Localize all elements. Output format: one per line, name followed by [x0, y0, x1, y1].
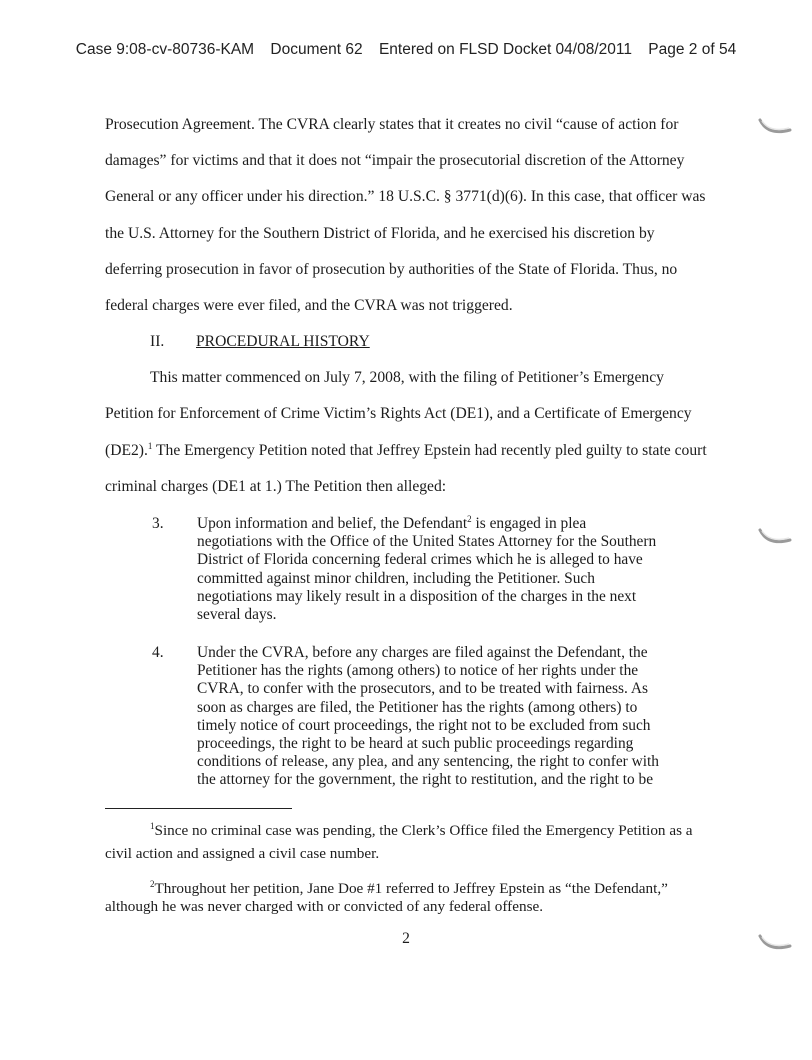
quote-text: is engaged in plea [471, 515, 587, 532]
footnote-1 [150, 822, 693, 840]
body-text: (DE2). [105, 442, 148, 459]
quote-line: timely notice of court proceedings, the right not to be excluded from such [197, 716, 651, 734]
footnote-ref-2: 2 [467, 513, 472, 524]
quote-line: negotiations may likely result in a disposition of the charges in the next [197, 587, 637, 605]
quote-line: Under the CVRA, before any charges are filed against the Defendant, the [197, 644, 648, 661]
quote-item-number: 4. [152, 644, 164, 661]
punch-hole-icon [758, 116, 792, 140]
section-number: II. [150, 333, 165, 350]
body-line [105, 442, 707, 460]
quote-line: proceedings, the right to be heard at such public proceedings regarding [197, 735, 634, 753]
punch-hole-icon [758, 932, 792, 956]
quote-block-4 [197, 644, 667, 790]
body-line: criminal charges (DE1 at 1.) The Petition then alleged: [105, 478, 447, 495]
quote-line: District of Florida concerning federal crimes which he is alleged to have [197, 551, 643, 569]
section-title: PROCEDURAL HISTORY [196, 333, 370, 350]
docket-entry: Entered on FLSD Docket 04/08/2011 [378, 41, 632, 58]
footnote-ref-1: 1 [147, 440, 153, 451]
quote-text: Upon information and belief, the Defendant [197, 515, 468, 532]
body-line: Petition for Enforcement of Crime Victim’s Rights Act (DE1), and a Certificate of Emergency [105, 405, 692, 422]
body-line: federal charges were ever filed, and the CVRA was not triggered. [105, 297, 513, 314]
quote-line: the attorney for the government, the right to restitution, and the right to be [197, 771, 654, 789]
footnote-mark: 1 [150, 820, 155, 831]
quote-item-number: 3. [152, 515, 164, 532]
footnote-text: Throughout her petition, Jane Doe #1 referred to Jeffrey Epstein as “the Defendant,” [154, 880, 668, 897]
case-number: Case 9:08-cv-80736-KAM [75, 41, 255, 58]
body-line: This matter commenced on July 7, 2008, with the filing of Petitioner’s Emergency [150, 369, 664, 386]
quote-line: negotiations with the Office of the United States Attorney for the Southern [197, 533, 657, 551]
footnote-line: although he was never charged with or convicted of any federal offense. [105, 898, 544, 915]
quote-block-3 [197, 515, 667, 624]
body-line: General or any officer under his direction.” 18 U.S.C. § 3771(d)(6). In this case, that officer was [105, 188, 706, 205]
footnote-text: Since no criminal case was pending, the Clerk’s Office filed the Emergency Petition as a [154, 822, 693, 839]
quote-line: several days. [197, 606, 277, 624]
footnote-mark: 2 [150, 878, 155, 889]
quote-line: soon as charges are filed, the Petitioner has the rights (among others) to [197, 698, 638, 716]
punch-hole-icon [758, 526, 792, 550]
quote-line: conditions of release, any plea, and any sentencing, the right to confer with [197, 753, 659, 771]
document-number: Document 62 [270, 41, 363, 58]
quote-line: Petitioner has the rights (among others) to notice of her rights under the [197, 662, 639, 680]
docket-header [0, 41, 812, 59]
footnote-divider [105, 808, 292, 809]
body-text: The Emergency Petition noted that Jeffrey Epstein had recently pled guilty to state court [152, 442, 707, 459]
page-indicator: Page 2 of 54 [648, 41, 737, 58]
body-line: damages” for victims and that it does not “impair the prosecutorial discretion of the Attorney [105, 152, 685, 169]
quote-line: committed against minor children, including the Petitioner. Such [197, 569, 595, 587]
footnote-2 [150, 880, 668, 898]
body-line: Prosecution Agreement. The CVRA clearly states that it creates no civil “cause of action for [105, 116, 679, 133]
quote-line: CVRA, to confer with the prosecutors, and to be treated with fairness. As [197, 680, 648, 698]
body-line: deferring prosecution in favor of prosecution by authorities of the State of Florida. Thus, no [105, 261, 678, 278]
page-number: 2 [402, 930, 410, 947]
body-line: the U.S. Attorney for the Southern District of Florida, and he exercised his discretion by [105, 225, 655, 242]
quote-line [197, 515, 667, 533]
footnote-line: civil action and assigned a civil case number. [105, 845, 380, 862]
